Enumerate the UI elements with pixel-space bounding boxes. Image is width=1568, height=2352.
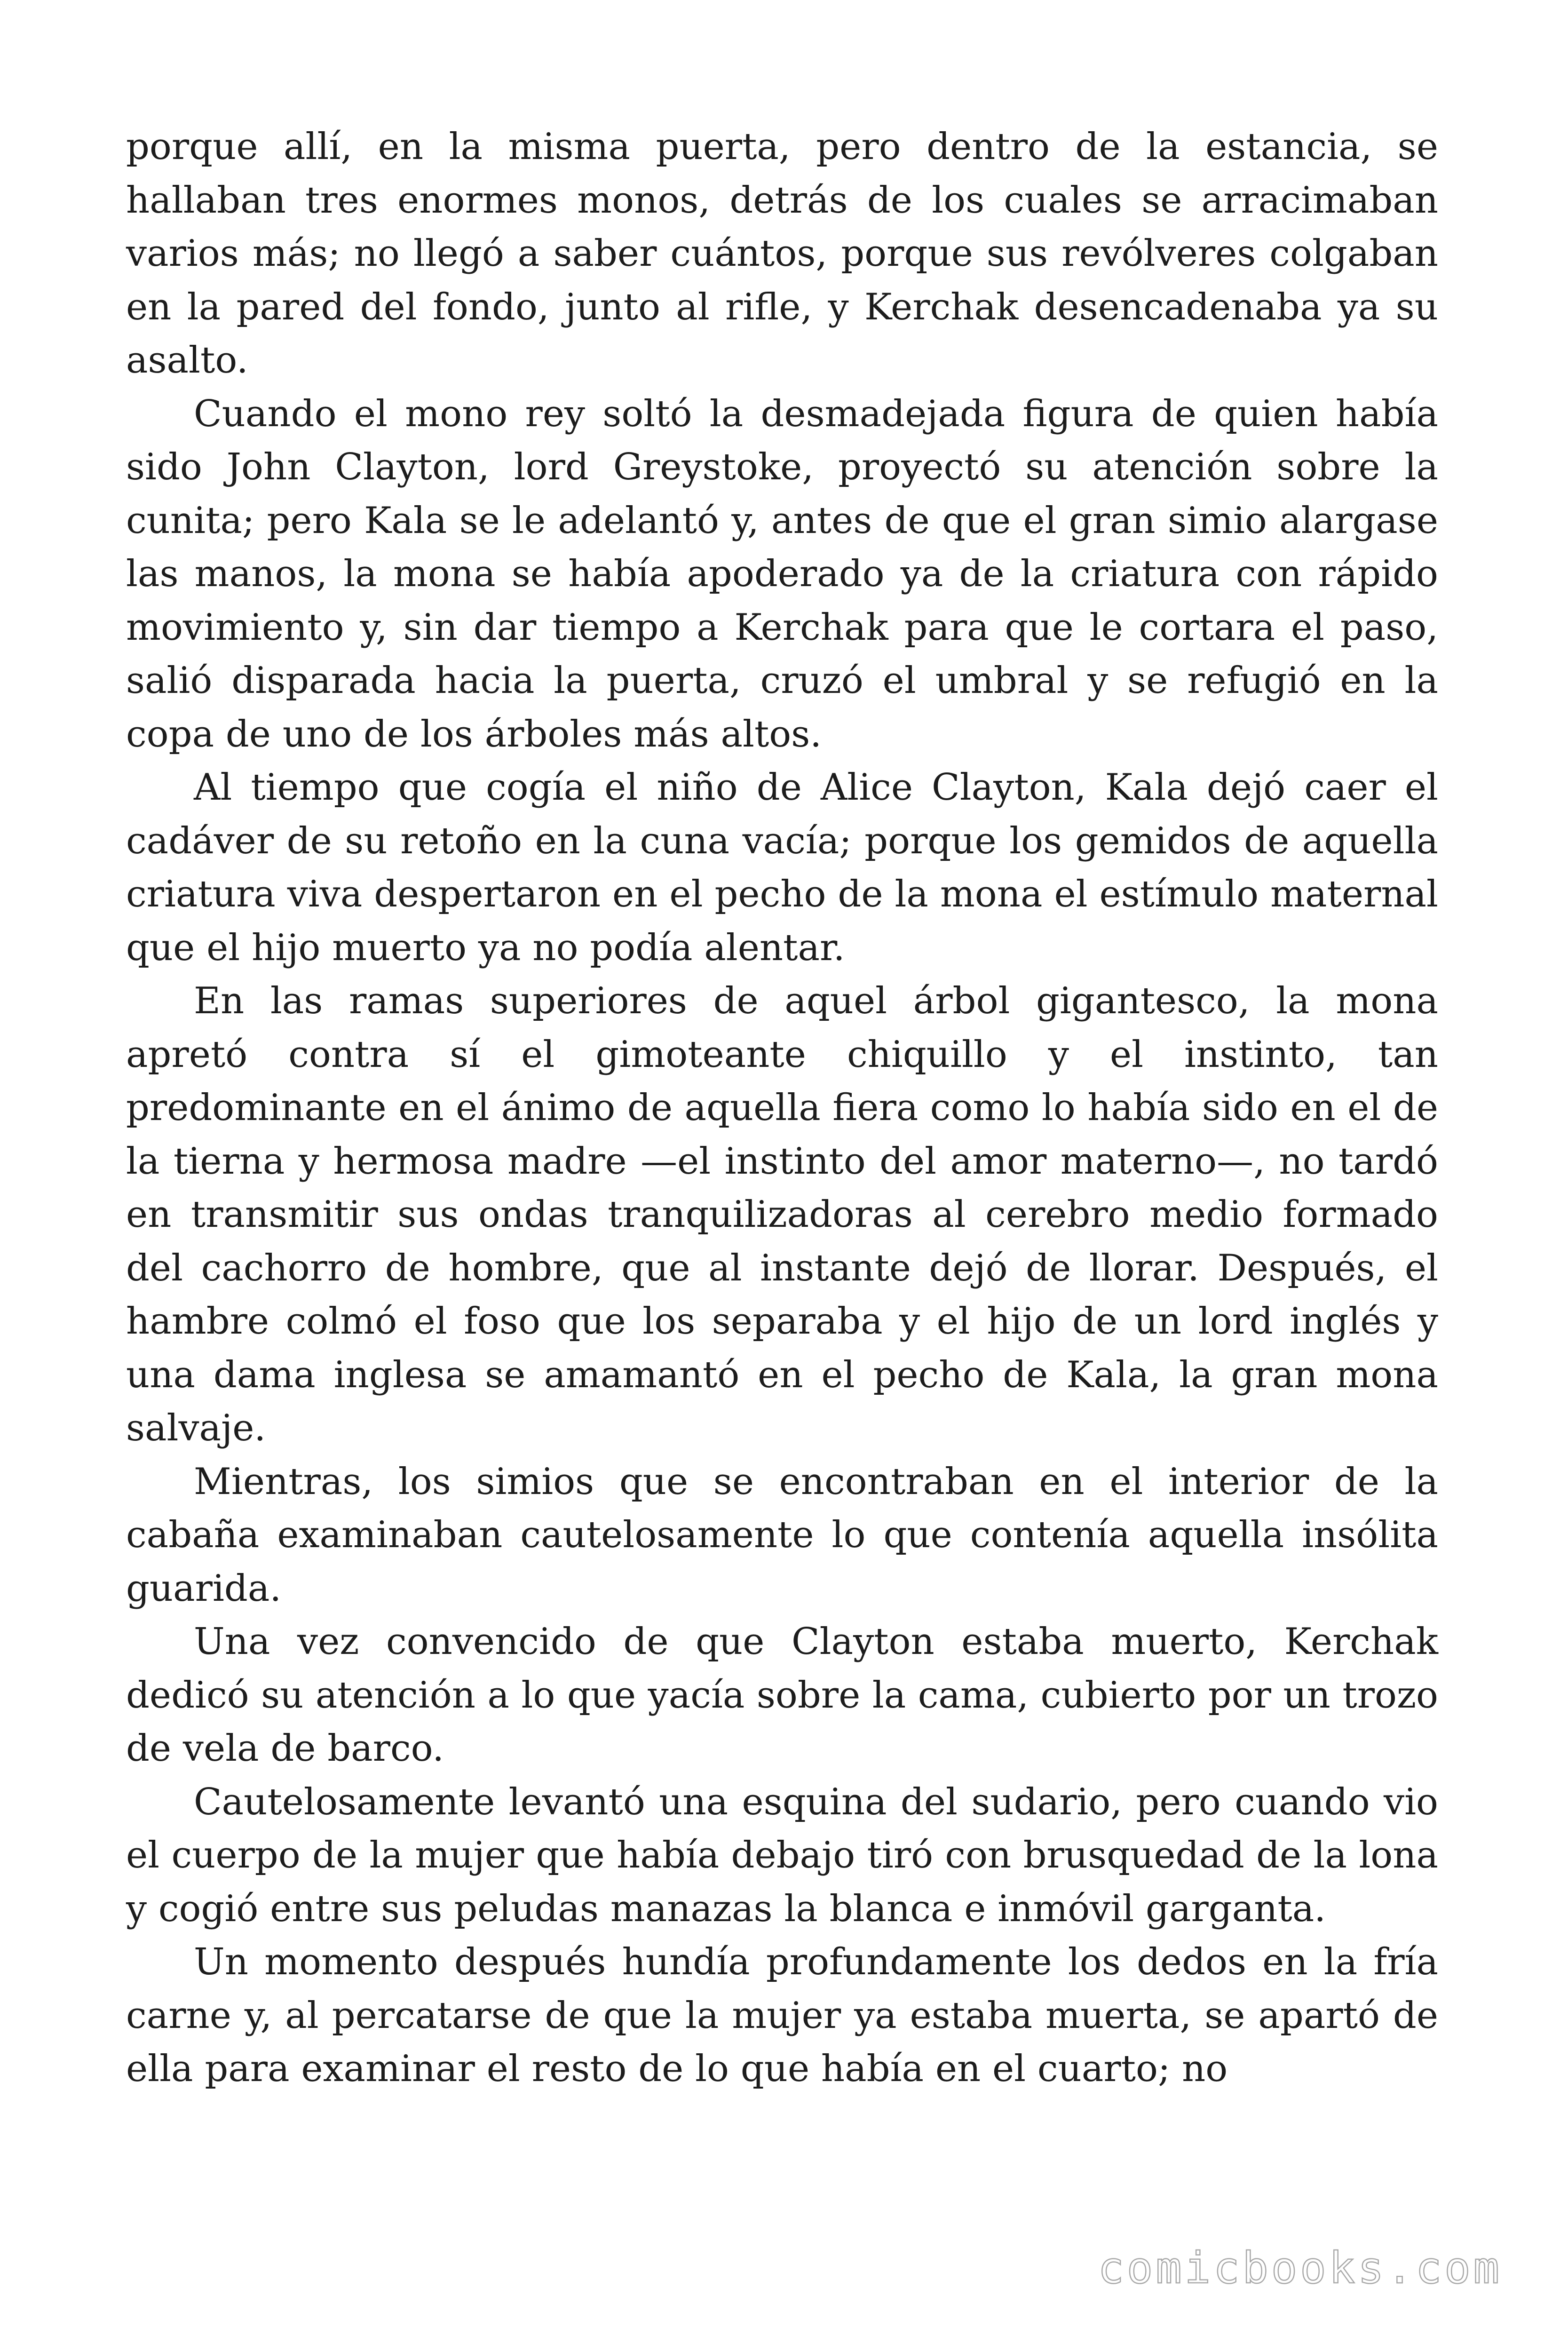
paragraph: Cautelosamente levantó una esquina del sudario, pero cuando vio el cuerpo de la mujer que había debajo tiró con brusquedad de la lona y cogió entre sus peludas manazas la blanca e inmóvil garganta.	[126, 1780, 1438, 1930]
body-text	[126, 120, 1438, 2096]
paragraph: Mientras, los simios que se encontraban en el interior de la cabaña examinaban cautelosamente lo que contenía aquella insólita guarida.	[126, 1460, 1438, 1610]
watermark: comicbooks.com	[1098, 2243, 1502, 2293]
paragraph: Al tiempo que cogía el niño de Alice Clayton, Kala dejó caer el cadáver de su retoño en la cuna vacía; porque los gemidos de aquella criatura viva despertaron en el pecho de la mona el estímulo maternal que el hijo muerto ya no podía alentar.	[126, 766, 1438, 969]
paragraph: Una vez convencido de que Clayton estaba muerto, Kerchak dedicó su atención a lo que yacía sobre la cama, cubierto por un trozo de vela de barco.	[126, 1621, 1438, 1770]
paragraph: Un momento después hundía profundamente los dedos en la fría carne y, al percatarse de que la mujer ya estaba muerta, se apartó de ella para examinar el resto de lo que había en el cuarto; no	[126, 1941, 1438, 2090]
paragraph: Cuando el mono rey soltó la desmadejada figura de quien había sido John Clayton, lord Greystoke, proyectó su atención sobre la cunita; pero Kala se le adelantó y, antes de que el gran simio alargase las manos, la mona se había apoderado ya de la criatura con rápido movimiento y, sin dar tiempo a Kerchak para que le cortara el paso, salió disparada hacia la puerta, cruzó el umbral y se refugió en la copa de uno de los árboles más altos.	[126, 392, 1438, 755]
paragraph: En las ramas superiores de aquel árbol gigantesco, la mona apretó contra sí el gimoteante chiquillo y el instinto, tan predominante en el ánimo de aquella fiera como lo había sido en el de la tierna y hermosa madre —el instinto del amor materno—, no tardó en transmitir sus ondas tranquilizadoras al cerebro medio formado del cachorro de hombre, que al instante dejó de llorar. Después, el hambre colmó el foso que los separaba y el hijo de un lord inglés y una dama inglesa se amamantó en el pecho de Kala, la gran mona salvaje.	[126, 980, 1438, 1449]
paragraph: porque allí, en la misma puerta, pero dentro de la estancia, se hallaban tres enormes monos, detrás de los cuales se arracimaban varios más; no llegó a saber cuántos, porque sus revólveres colgaban en la pared del fondo, junto al rifle, y Kerchak desencadenaba ya su asalto.	[126, 126, 1438, 381]
